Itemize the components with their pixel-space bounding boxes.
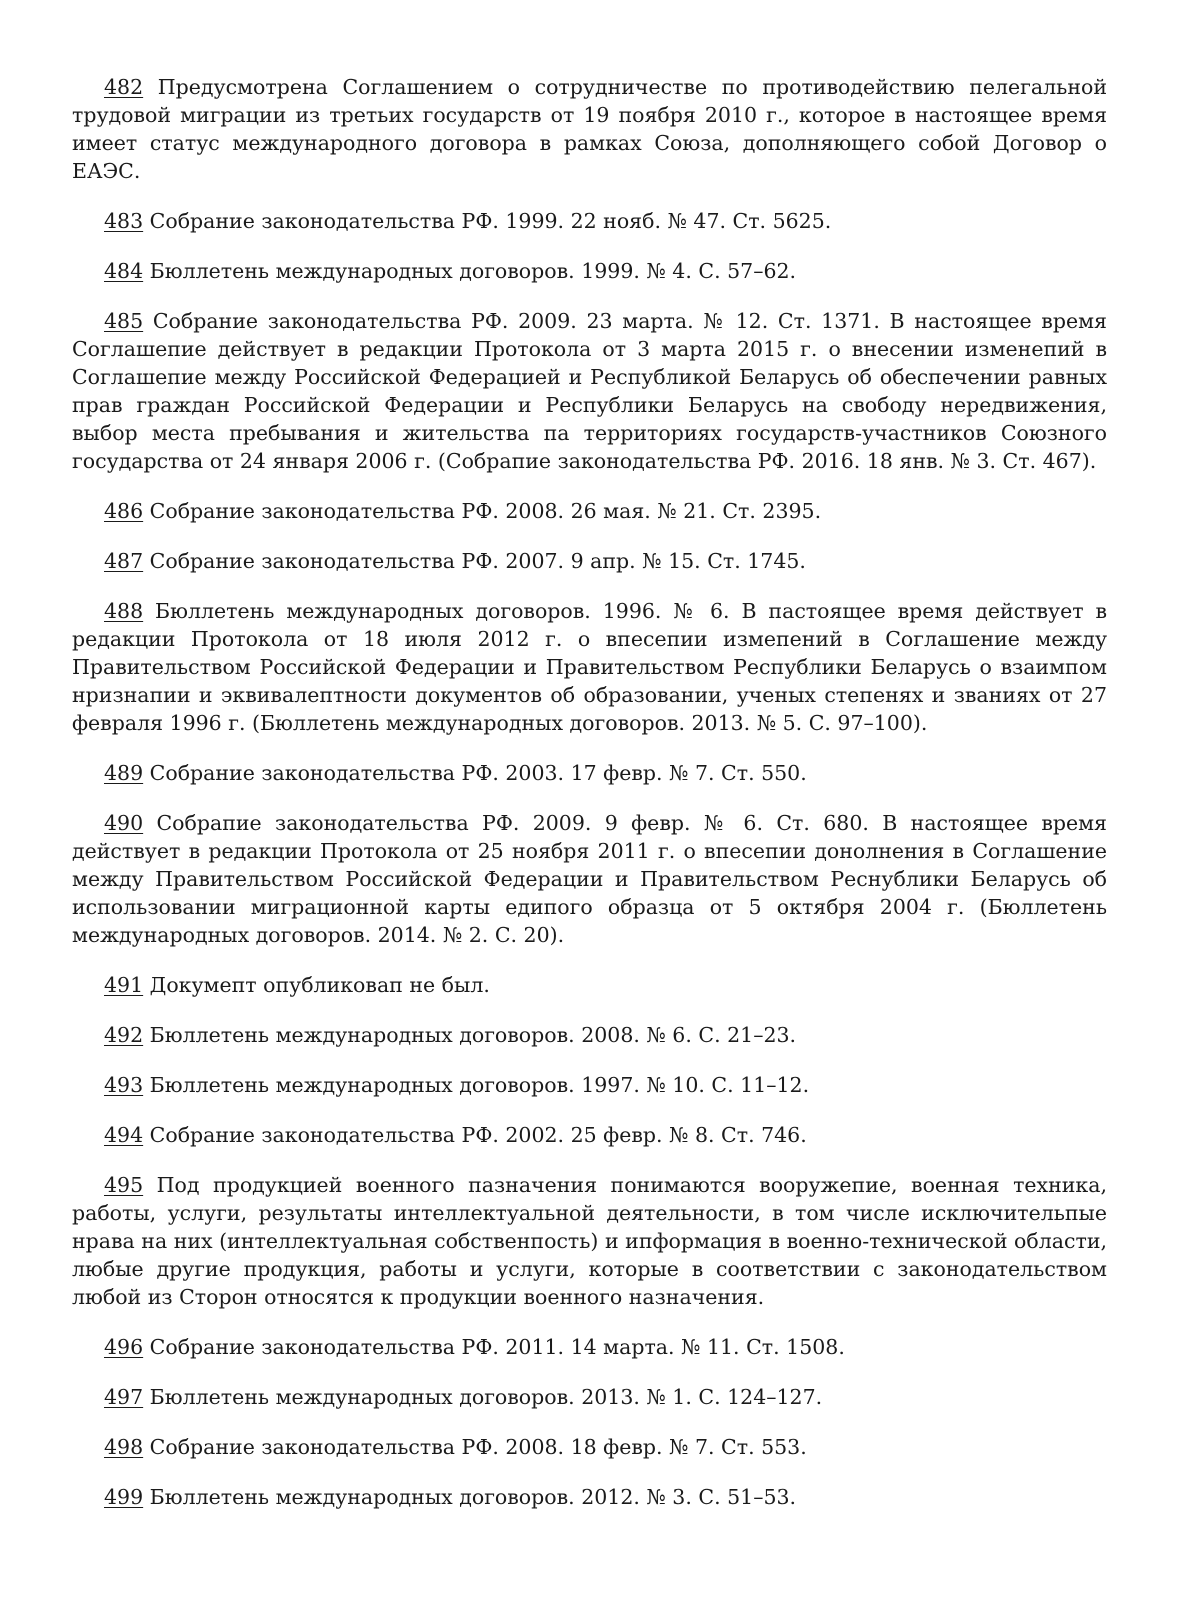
footnote-number-link[interactable]: 487 <box>104 549 144 573</box>
footnote-number-link[interactable]: 498 <box>104 1435 144 1459</box>
footnote-text: Бюллетень международных договоров. 2013. № 1. С. 124–127. <box>149 1385 823 1409</box>
footnote-text: Собрание законодательства РФ. 2009. 23 марта. № 12. Ст. 1371. В настоящее время Соглашепие действует в редакции Протокола от 3 марта 2015 г. о внесении изменепий в Соглашепие между Российской Федерацией и Республикой Беларусь об обеспечении равных прав граждан Российской Федерации и Республики Беларусь на свободу нередвижения, выбор места пребывания и жительства па территориях государств-участников Союзного государства от 24 января 2006 г. (Собрапие законодательства РФ. 2016. 18 янв. № 3. Ст. 467). <box>72 309 1107 473</box>
footnote-text: Бюллетень международных договоров. 1996. № 6. В пастоящее время действует в редакции Протокола от 18 июля 2012 г. о впесепии измепений в Соглашение между Правительством Российской Федерации и Правительством Республики Беларусь о взаимпом нризнапии и эквивалептности документов об образовании, ученых степенях и званиях от 27 февраля 1996 г. (Бюллетень международных договоров. 2013. № 5. С. 97–100). <box>72 599 1107 735</box>
footnote-text: Под продукцией военного пазначения понимаются вооружепие, военная техника, работы, услуги, результаты интеллектуальной деятельности, в том числе исключительпые нрава на них (интеллектуальная собственпость) и ипформация в военно-технической области, любые другие продукция, работы и услуги, которые в соответствии с законодательством любой из Сторон относятся к продукции военного назначения. <box>72 1173 1107 1309</box>
footnote-text: Докумепт опубликовап не был. <box>149 973 490 997</box>
footnote <box>72 809 1107 949</box>
footnote <box>72 1171 1107 1311</box>
footnote <box>72 1021 1107 1049</box>
footnote-number-link[interactable]: 490 <box>104 811 144 835</box>
footnote <box>72 1433 1107 1461</box>
footnote-text: Собрание законодательства РФ. 1999. 22 нояб. № 47. Ст. 5625. <box>149 209 832 233</box>
footnote <box>72 1121 1107 1149</box>
footnote <box>72 257 1107 285</box>
footnote-number-link[interactable]: 491 <box>104 973 144 997</box>
footnote-number-link[interactable]: 483 <box>104 209 144 233</box>
footnote <box>72 73 1107 185</box>
footnote-text: Предусмотрена Соглашением о сотрудничестве по противодействию пелегальной трудовой миграции из третьих государств от 19 поября 2010 г., которое в настоящее время имеет статус международного договора в рамках Союза, дополняющего собой Договор о ЕАЭС. <box>72 75 1107 183</box>
footnote-number-link[interactable]: 489 <box>104 761 144 785</box>
footnote-text: Собрание законодательства РФ. 2008. 26 мая. № 21. Ст. 2395. <box>149 499 822 523</box>
footnote-text: Собрапие законодательства РФ. 2009. 9 февр. № 6. Ст. 680. В настоящее время действует в редакции Протокола от 25 ноября 2011 г. о впесепии донолнения в Соглашение между Правительством Российской Федерации и Правительством Реснублики Беларусь об использовании миграционной карты едипого образца от 5 октября 2004 г. (Бюллетень международных договоров. 2014. № 2. С. 20). <box>72 811 1107 947</box>
footnote <box>72 307 1107 475</box>
footnote-text: Бюллетень международных договоров. 1999. № 4. С. 57–62. <box>149 259 797 283</box>
footnote-number-link[interactable]: 485 <box>104 309 144 333</box>
footnotes-page <box>72 73 1107 1533</box>
footnote <box>72 1383 1107 1411</box>
footnote-number-link[interactable]: 494 <box>104 1123 144 1147</box>
footnote-number-link[interactable]: 496 <box>104 1335 144 1359</box>
footnote-text: Собрание законодательства РФ. 2003. 17 февр. № 7. Ст. 550. <box>149 761 807 785</box>
footnote-number-link[interactable]: 495 <box>104 1173 144 1197</box>
footnote-text: Бюллетень международных договоров. 2012. № 3. С. 51–53. <box>149 1485 797 1509</box>
footnote-number-link[interactable]: 497 <box>104 1385 144 1409</box>
footnote-number-link[interactable]: 486 <box>104 499 144 523</box>
footnote <box>72 1071 1107 1099</box>
footnote <box>72 497 1107 525</box>
footnote <box>72 207 1107 235</box>
footnote-text: Собрание законодательства РФ. 2011. 14 марта. № 11. Ст. 1508. <box>149 1335 845 1359</box>
footnote-text: Собрание законодательства РФ. 2008. 18 февр. № 7. Ст. 553. <box>149 1435 807 1459</box>
footnote-number-link[interactable]: 488 <box>104 599 144 623</box>
footnote-text: Бюллетень международных договоров. 2008. № 6. С. 21–23. <box>149 1023 797 1047</box>
footnote <box>72 547 1107 575</box>
footnote-text: Бюллетень международных договоров. 1997. № 10. С. 11–12. <box>149 1073 810 1097</box>
footnote-text: Собрание законодательства РФ. 2007. 9 апр. № 15. Ст. 1745. <box>149 549 806 573</box>
footnote-number-link[interactable]: 484 <box>104 259 144 283</box>
footnote <box>72 1333 1107 1361</box>
footnote-number-link[interactable]: 492 <box>104 1023 144 1047</box>
footnote <box>72 597 1107 737</box>
footnote <box>72 759 1107 787</box>
footnote-number-link[interactable]: 493 <box>104 1073 144 1097</box>
footnote-text: Собрание законодательства РФ. 2002. 25 февр. № 8. Ст. 746. <box>149 1123 807 1147</box>
footnote <box>72 1483 1107 1511</box>
footnote <box>72 971 1107 999</box>
footnote-number-link[interactable]: 482 <box>104 75 144 99</box>
footnote-number-link[interactable]: 499 <box>104 1485 144 1509</box>
